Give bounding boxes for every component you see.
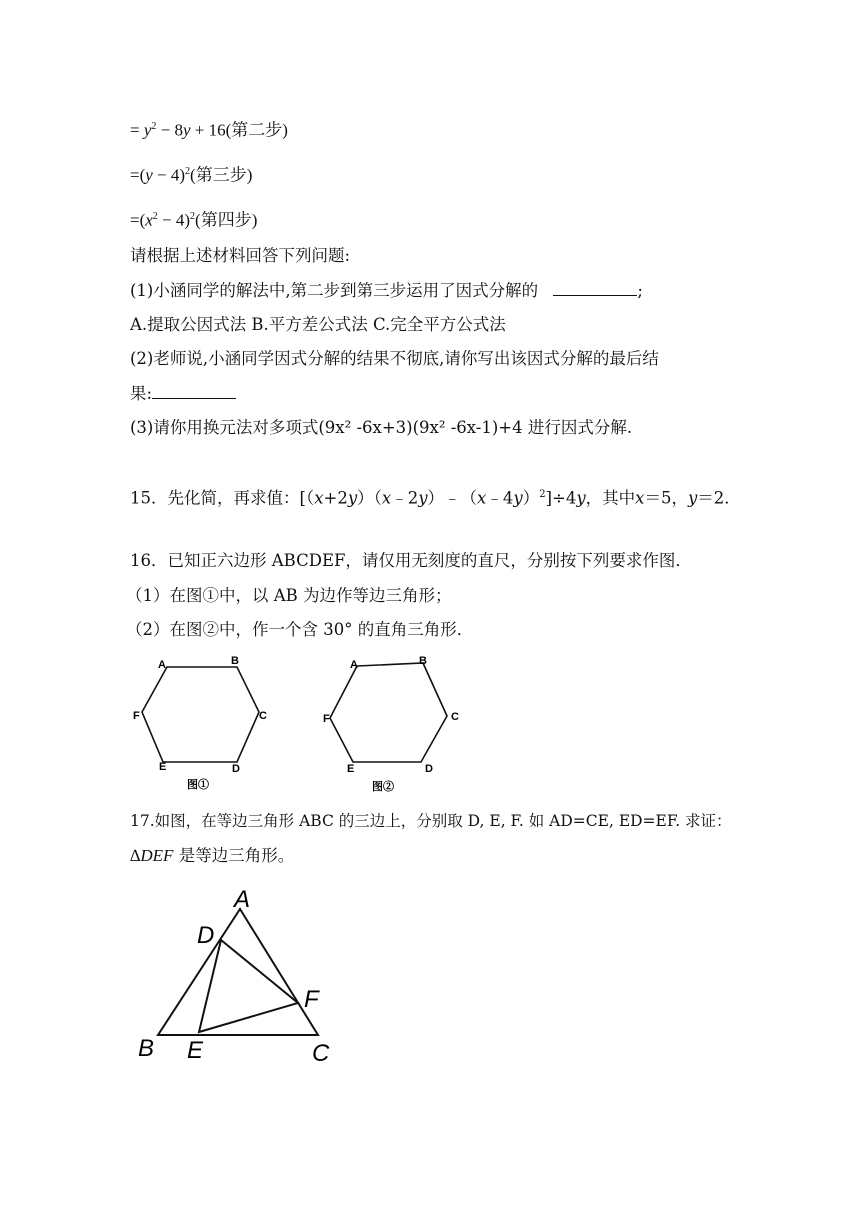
q14-part2b-text: 果: [130, 384, 153, 403]
q14-part2b [130, 383, 236, 405]
q17-line2-text: 是等边三角形。 [173, 846, 295, 865]
fig1-caption: 图① [187, 779, 209, 791]
answer-blank-2[interactable] [152, 384, 236, 399]
q15-text: ]÷4 [545, 488, 577, 508]
q15-var: y [513, 488, 523, 508]
label-F: F [304, 986, 319, 1013]
label-B: B [231, 655, 239, 667]
q14-part1 [130, 280, 643, 302]
label-C: C [312, 1040, 330, 1067]
label-A: A [234, 886, 251, 913]
q15-exponent: 2 [539, 489, 546, 500]
label-B: B [138, 1035, 155, 1062]
triangle-figure [130, 880, 350, 1070]
label-F: F [323, 713, 330, 725]
q16-intro: 16．已知正六边形 ABCDEF，请仅用无刻度的直尺，分别按下列要求作图． [130, 551, 692, 570]
triangle-abc [158, 909, 318, 1035]
q16-part2: （2）在图②中，作一个含 30° 的直角三角形． [126, 620, 474, 639]
q15-text: ）（ [357, 488, 382, 508]
q15-line [130, 484, 741, 510]
q15-text: ﹣4 [486, 488, 514, 508]
q15-var: y [687, 488, 698, 508]
label-E: E [187, 1037, 204, 1064]
label-A: A [158, 659, 166, 671]
label-B: B [419, 655, 427, 667]
q15-text: +2 [323, 488, 348, 508]
label-E: E [159, 761, 167, 773]
q15-var: x [381, 488, 392, 508]
label-D: D [425, 763, 433, 775]
fig2-caption: 图② [372, 781, 394, 793]
hexagon-shape [142, 667, 259, 762]
q14-part1-end: ; [637, 281, 643, 300]
q15-text: ＝5， [644, 488, 688, 508]
q15-text: ＝2． [697, 488, 741, 508]
q15-text: ） [522, 488, 540, 508]
step3-line: $=(y - 4)^2$(第三步) [130, 165, 253, 185]
step2-label: (第二步) [225, 120, 288, 140]
q17-line1: 17.如图，在等边三角形 ABC 的三边上，分别取 D, E, F. 如 AD=CE, ED=EF. 求证： [130, 812, 732, 830]
q15-text: ﹣2 [391, 488, 419, 508]
q14-prompt: 请根据上述材料回答下列问题: [130, 246, 351, 265]
hexagon-shape [330, 663, 447, 762]
q15-var: y [347, 488, 358, 508]
label-C: C [259, 710, 267, 722]
step4-label: (第四步) [195, 210, 258, 230]
answer-blank-1[interactable] [553, 281, 637, 296]
q15-text: ，其中 [585, 488, 636, 508]
label-A: A [350, 659, 358, 671]
q15-var: y [576, 488, 586, 508]
q14-part3: (3)请你用换元法对多项式(9x² -6x+3)(9x² -6x-1)+4 进行因式分解. [130, 418, 633, 437]
label-E: E [347, 763, 355, 775]
q15-var: x [635, 488, 645, 508]
label-F: F [133, 710, 140, 722]
step2-line: = $y^2 - 8y + 16$(第二步) [130, 120, 288, 140]
q17-delta: ∆DEF [130, 846, 174, 865]
q16-part1: （1）在图①中，以 AB 为边作等边三角形； [126, 586, 452, 605]
q15-var: x [314, 488, 324, 508]
hexagon-figure-2 [315, 650, 475, 800]
label-C: C [451, 711, 459, 723]
q17-line2 [130, 845, 294, 867]
q15-var: x [477, 488, 487, 508]
q14-part2a: (2)老师说,小涵同学因式分解的结果不彻底,请你写出该因式分解的最后结 [130, 349, 659, 368]
label-D: D [197, 922, 215, 949]
q15-var: y [418, 488, 428, 508]
q14-options: A.提取公因式法 B.平方差公式法 C.完全平方公式法 [130, 315, 506, 334]
step4-line: $=(x^2 - 4)^2$(第四步) [130, 210, 258, 230]
step3-label: (第三步) [190, 165, 253, 185]
q15-text: 15．先化简，再求值：[（ [130, 488, 315, 508]
label-D: D [232, 763, 240, 775]
q15-text: ）﹣（ [427, 488, 478, 508]
triangle-def [199, 940, 298, 1032]
hexagon-figure-1 [125, 650, 285, 800]
q14-part1-text: (1)小涵同学的解法中,第二步到第三步运用了因式分解的 [130, 281, 539, 300]
